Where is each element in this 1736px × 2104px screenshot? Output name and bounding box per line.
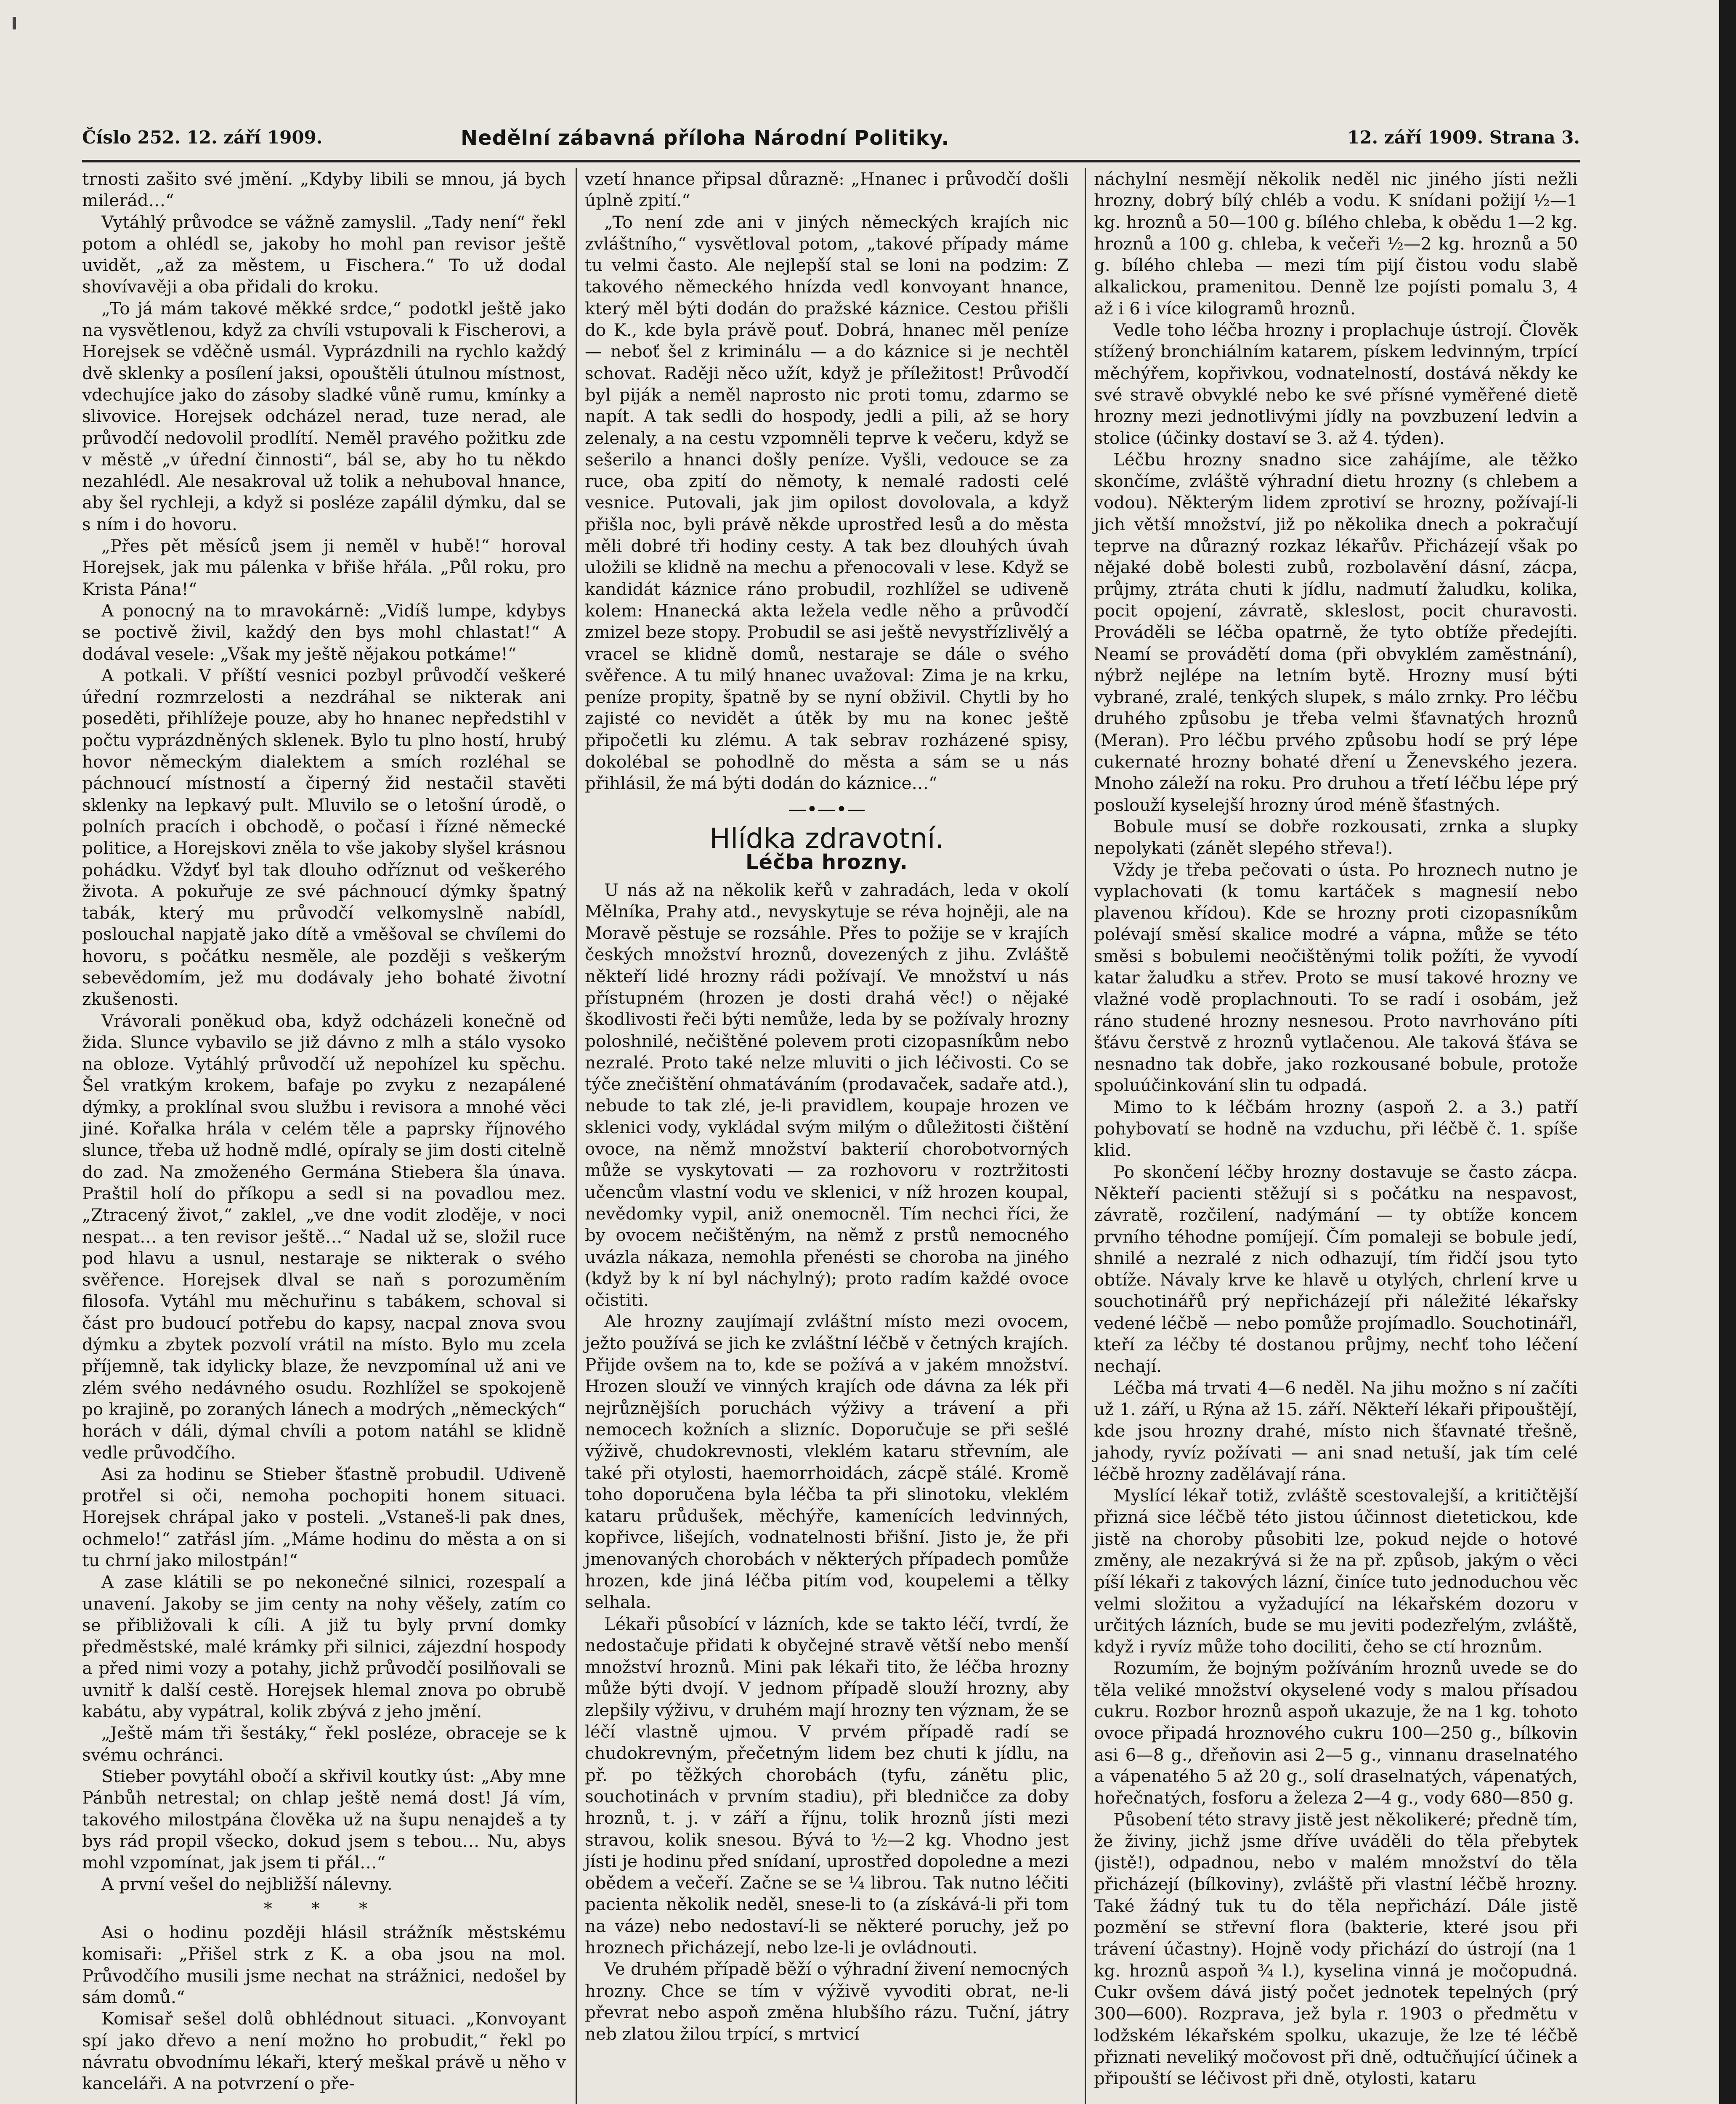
paragraph: Myslící lékař totiž, zvláště scestovalejší, a kritičtější přizná sice léčbě této jistou účinnost dietetickou, kde jistě na choroby působiti lze, pokud nejde o hotové změny, ale nezakrývá si že na př. způsob, jakým o věci píší lékaři z takových lázní, činíce tuto jednoduchou věc velmi složitou a vyžadující na lékařském dozoru v určitých lázních, bude se mu jeviti podezřelým, zvláště, když i ryvíz může toho dociliti, čeho se ctí hroznům.: [1094, 1485, 1578, 1657]
header-issue: Číslo 252. 12. září 1909.: [82, 127, 323, 148]
header-page: 12. září 1909. Strana 3.: [1347, 127, 1580, 148]
paragraph: náchylní nesmějí několik neděl nic jiného jísti nežli hrozny, dobrý bílý chléb a vodu. K snídani požijí ½—1 kg. hroznů a 50—100 g. bílého chleba, k obědu 1—2 kg. hroznů a 100 g. chleba, k večeři ½—2 kg. hroznů a 50 g. bílého chleba — mezi tím pijí čistou vodu slabě alkalickou, pramenitou. Denně lze pojísti pomalu 3, 4 až i 6 i více kilogramů hroznů.: [1094, 169, 1578, 319]
paragraph: Bobule musí se dobře rozkousati, zrnka a slupky nepolykati (zánět slepého střeva!).: [1094, 816, 1578, 858]
paragraph: vzetí hnance připsal důrazně: „Hnanec i průvodčí došli úplně zpití.“: [585, 169, 1069, 211]
column-divider: [1085, 168, 1086, 2104]
scan-edge: [1719, 0, 1736, 2104]
paragraph: Ve druhém případě běží o výhradní živení nemocných hrozny. Chce se tím v výživě vyvoditi obrat, ne-li převrat nebo aspoň změna hlubšího rázu. Tuční, játry neb zlatou žilou trpící, s mrtvicí: [585, 1959, 1069, 2044]
header-rule: [82, 160, 1580, 162]
paragraph: „To já mám takové měkké srdce,“ podotkl ještě jako na vysvětlenou, když za chvíli vstupovali k Fischerovi, a Horejsek se vděčně usmál. Vyprázdnili na rychlo každý dvě sklenky a posílení jaksi, opouštěli útulnou místnost, vdechujíce jako do zásoby sladké vůně rumu, kmínky a slivovice. Horejsek odcházel nerad, tuze nerad, ale průvodčí nedovolil prodlítí. Neměl pravého požitku zde v městě „v úřední činnosti“, bál se, aby ho tu někdo nezahlédl. Ale nesakroval už tolik a nehuboval hnance, aby šel rychleji, a když si posléze zapálil dýmku, dal se s ním i do hovoru.: [82, 298, 566, 534]
paragraph: Komisař sešel dolů obhlédnout situaci. „Konvoyant spí jako dřevo a není možno ho probudit,“ řekl po návratu obvodnímu lékaři, který meškal právě u něho v kanceláři. A na potvrzení o pře-: [82, 2008, 566, 2094]
section-subtitle: Léčba hrozny.: [745, 850, 908, 874]
paragraph: Asi o hodinu později hlásil strážník městskému komisaři: „Přišel strk z K. a oba jsou na mol. Průvodčího musili jsme nechat na strážnici, nedošel by sám domů.“: [82, 1922, 566, 2007]
paragraph: Rozumím, že bojným požíváním hroznů uvede se do těla veliké množství okyselené vody s malou přísadou cukru. Rozbor hroznů aspoň ukazuje, že na 1 kg. tohoto ovoce připadá hroznového cukru 100—250 g., bílkovin asi 6—8 g., dřeňovin asi 2—5 g., vinnanu draselnatého a vápenatého 5 až 20 g., solí draselnatých, vápenatých, hořečnatých, fosforu a železa 2—4 g., vody 680—850 g.: [1094, 1658, 1578, 1808]
paragraph: Lékaři působící v lázních, kde se takto léčí, tvrdí, že nedostačuje přidati k obyčejné stravě větší nebo menší množství hroznů. Mini pak lékaři tito, že léčba hrozny může býti dvojí. V jednom případě slouží hrozny, aby zlepšily výživu, v druhém mají hrozny ten význam, že se léčí vlastně ujmou. V prvém případě radí se chudokrevným, přečetným lidem bez chuti k jídlu, na př. po těžkých chorobách (tyfu, zánětu plic, souchotinách v prvním stadiu), při bledničce za doby hroznů, t. j. v září a říjnu, tolik hroznů jísti mezi stravou, kolik snesou. Bývá to ½—2 kg. Vhodno jest jísti je hodinu před snídaní, uprostřed dopoledne a mezi obědem a večeří. Začne se se ¼ librou. Tak nutno léčiti pacienta několik neděl, snese-li to (a získává-li při tom na váze) nebo nedostaví-li se některé poruchy, jež po hroznech přicházejí, nebo lze-li je ovládnouti.: [585, 1613, 1069, 1958]
paragraph: trnosti zašito své jmění. „Kdyby libili se mnou, já bych milerád…“: [82, 169, 566, 211]
column-3: [1094, 168, 1578, 2089]
paragraph: „Přes pět měsíců jsem ji neměl v hubě!“ horoval Horejsek, jak mu pálenka v břiše hřála. „Půl roku, pro Krista Pána!“: [82, 536, 566, 599]
paragraph: „Ještě mám tři šestáky,“ řekl posléze, obraceje se k svému ochránci.: [82, 1723, 566, 1765]
paragraph: Vždy je třeba pečovati o ústa. Po hroznech nutno je vyplachovati (k tomu kartáček s magnesií nebo plavenou křídou). Kde se hrozny proti cizopasníkům polévají směsí skalice modré a vápna, může se této směsi s bobulemi neočištěnými tolik požíti, že vyvodí katar žaludku a střev. Proto se musí takové hrozny ve vlažné vodě proplachnouti. To se radí i osobám, jež ráno studené hrozny nesnesou. Proto navrhováno píti šťávu čerstvě z hroznů vytlačenou. Ale taková šťáva se nesnadno tak dobře, jako rozkousané bobule, protože spoluúčinkování slin tu odpadá.: [1094, 859, 1578, 1096]
section-stars: * * *: [263, 1898, 385, 1918]
column-divider: [576, 168, 577, 2104]
paragraph: Mimo to k léčbám hrozny (aspoň 2. a 3.) patří pohybovatí se hodně na vzduchu, při léčbě č. 1. spíše klid.: [1094, 1097, 1578, 1161]
paragraph: A ponocný na to mravokárně: „Vidíš lumpe, kdybys se poctivě živil, každý den bys mohl chlastat!“ A dodával vesele: „Však my ještě nějakou potkáme!“: [82, 600, 566, 664]
margin-mark: [13, 17, 16, 29]
paragraph: Stieber povytáhl obočí a skřivil koutky úst: „Aby mne Pánbůh netrestal; on chlap ještě nemá dost! Já vím, takového milostpána člověka už na šupu nenajdeš a ty bys rád propil všecko, dokud jsem s tebou… Nu, abys mohl vzpomínat, jak jsem ti přál…“: [82, 1766, 566, 1873]
paragraph: Vrávorali poněkud oba, když odcházeli konečně od žida. Slunce vybavilo se již dávno z mlh a stálo vysoko na obloze. Vytáhlý průvodčí už nepohízel ku spěchu. Šel vratkým krokem, bafaje po zvyku z nezapálené dýmky, a proklínal svou službu i revisora a mnohé věci jiné. Kořalka hrála v celém těle a paprsky říjnového slunce, třeba už hodně mdlé, opíraly se jim dosti citelně do zad. Na zmoženého Germána Stiebera šla únava. Praštil holí do příkopu a sedl si na povadlou mez. „Ztracený život,“ zaklel, „ve dne vodit zloděje, v noci nespat… a ten revisor ještě…“ Nadal už se, složil ruce pod hlavu a usnul, nestaraje se nikterak o svého svěřence. Horejsek dlval se naň s porozuměním filosofa. Vytáhl mu měchuřinu s tabákem, schoval si část pro budoucí potřebu do kapsy, nacpal znova svou dýmku a zbytek pozvolí vrátil na místo. Bylo mu zcela příjemně, tak idylicky blaze, že nevzpomínal už ani ve zlém svého nedávného osudu. Rozhlížel se spokojeně po krajině, po zoraných lánech a modrých „německých“ horách v dáli, dýmal chvíli a potom natáhl se klidně vedle průvodčího.: [82, 1010, 566, 1463]
column-2: [585, 168, 1069, 2045]
page-header: [82, 122, 1580, 156]
paragraph: U nás až na několik keřů v zahradách, leda v okolí Mělníka, Prahy atd., nevyskytuje se réva hojněji, ale na Moravě pěstuje se rozsáhle. Přes to požije se v krajích českých množství hroznů, dovezených z jihu. Zvláště někteří lidé hrozny rádi požívají. Ve množství u nás přístupném (hrozen je dosti drahá věc!) o nějaké škodlivosti řeči býti nemůže, leda by se požívaly hrozny poloshnilé, nečištěné polevem proti cizopasníkům nebo nezralé. Proto také nelze mluviti o jich léčivosti. Co se týče znečištění ohmatáváním (prodavaček, sadaře atd.), nebude to tak zlé, je-li pravidlem, koupaje hrozen ve sklenici vody, vykládal svým milým o důležitosti čištění ovoce, na němž množství bakterií chorobotvorných může se vyskytovati — za rozhovoru v roztržitosti učencům vlastní vodu ve sklenici, v níž hrozen koupal, nevědomky vypil, aniž onemocněl. Tím nechci říci, že by ovocem nečištěným, na němž z prstů nemocného uvázla nákaza, nemohla přenésti se choroba na jiného (když by k ní byl náchylný); proto radím každé ovoce očistiti.: [585, 879, 1069, 1310]
paragraph: Vedle toho léčba hrozny i proplachuje ústrojí. Člověk stížený bronchiálním katarem, pískem ledvinným, trpící měchýřem, kopřivkou, vodnatelností, dostává někdy ke své stravě obvyklé nebo ke své přísné vyměřené dietě hrozny mezi jednotlivými jídly na povzbuzení ledvin a stolice (účinky dostaví se 3. až 4. týden).: [1094, 320, 1578, 448]
paragraph: Vytáhlý průvodce se vážně zamyslil. „Tady není“ řekl potom a ohlédl se, jakoby ho mohl pan revisor ještě uvidět, „až za městem, u Fischera.“ To už dodal shovívavěji a oba přidali do kroku.: [82, 212, 566, 297]
paragraph: A první vešel do nejbližší nálevny.: [101, 1874, 393, 1894]
paragraph: Po skončení léčby hrozny dostavuje se často zácpa. Někteří pacienti stěžují si s počátku na nespavost, závratě, rozčilení, nadýmání — ty obtíže koncem prvního téhodne pomíjejí. Čím pomaleji se bobule jedí, shnilé a nezralé z nich odhazují, tím řidčí jsou tyto obtíže. Návaly krve ke hlavě u otylých, chrlení krve u souchotinářů prý nepřicházejí při náležité lékařsky vedené léčbě — nebo pomůže projímadlo. Souchotinářl, kteří za léčby té dostanou průjmy, nechť toho léčení nechají.: [1094, 1161, 1578, 1376]
paragraph: A zase klátili se po nekonečné silnici, rozespalí a unavení. Jakoby se jim centy na nohy věšely, zatím co se přibližovali k cíli. A již tu byly první domky předměstské, malé krámky při silnici, zájezdní hospody a před nimi vozy a potahy, jichž průvodčí posilňovali se uvnitř k další cestě. Horejsek hlemal znova po obrubě kabátu, aby vypátral, kolik zbývá z jeho jmění.: [82, 1572, 566, 1722]
paragraph: Léčba má trvati 4—6 neděl. Na jihu možno s ní začíti už 1. září, u Rýna až 15. září. Někteří lékaři připouštějí, kde jsou hrozny drahé, místo nich šťavnaté třešně, jahody, ryvíz požívati — ani snad netuší, jak tím celé léčbě hrozny zadělávají rána.: [1094, 1377, 1578, 1484]
header-title: Nedělní zábavná příloha Národní Politiky.: [461, 126, 950, 150]
paragraph: Ale hrozny zaujímají zvláštní místo mezi ovocem, ježto používá se jich ke zvláštní léčbě v četných krajích. Přijde ovšem na to, kde se požívá a v jakém množství. Hrozen slouží ve vinných krajích ode dávna za lék při nejrůznějších poruchách výživy a trávení a při nemocech kožních a slizníc. Doporučuje se při sešlé výživě, chudokrevnosti, vleklém kataru střevním, ale také při otylosti, haemorrhoidách, zácpě stálé. Kromě toho doporučena byla léčba ta při slinotoku, vleklém kataru průdušek, měchýře, kamenících ledvinných, kopřivce, lišejích, vodnatelnosti břišní. Jisto je, že při jmenovaných chorobách v některých případech pomůže hrozen, kde jiná léčba pitím vod, koupelemi a tělky selhala.: [585, 1311, 1069, 1613]
section-title: Hlídka zdravotní.: [709, 822, 944, 855]
paragraph: Asi za hodinu se Stieber šťastně probudil. Udiveně protřel si oči, nemoha pochopiti honem situaci. Horejsek chrápal jako v posteli. „Vstaneš-li pak dnes, ochmelo!“ zatřásl jím. „Máme hodinu do města a on si tu chrní jako milostpán!“: [82, 1464, 566, 1570]
column-1: [82, 168, 566, 2094]
section-ornament: —•—•—: [788, 798, 865, 820]
paragraph: Působení této stravy jistě jest několikeré; předně tím, že živiny, jichž jsme dříve uváděli do těla přebytek (jistě!), odpadnou, nebo v malém množství do těla přicházejí (bílkoviny), zvláště při vlastní léčbě hrozny. Také žádný tuk tu do těla nepřichází. Dále jistě pozmění se střevní flora (bakterie, které jsou při trávení účastny). Hojně vody přichází do ústrojí (na 1 kg. hroznů aspoň ¾ l.), kyselina vinná je močopudná. Cukr ovšem dává jistý počet jednotek tepelných (prý 300—600). Rozprava, jež byla r. 1903 o předmětu v lodžském lékařském spolku, ukazuje, že lze té léčbě přiznati neveliký močovost při dně, odtučňující účinek a připouští se léčivost při dně, otylosti, kataru: [1094, 1809, 1578, 2089]
paragraph: Léčbu hrozny snadno sice zahájíme, ale těžko skončíme, zvláště výhradní dietu hrozny (s chlebem a vodou). Některým lidem zprotiví se hrozny, požívají-li jich větší množství, již po několika dnech a pokračují teprve na důrazný rozkaz lékařův. Přicházejí však po nějaké době bolesti zubů, rozbolavění dásní, zácpa, průjmy, ztráta chuti k jídlu, nadmutí žaludku, kolika, pocit opojení, závratě, skleslost, pocit churavosti. Prováděli se léčba opatrně, že tyto obtíže předejíti. Neamí se provádětí doma (při obvyklém zaměstnání), nýbrž nejlépe na letním bytě. Hrozny musí býti vybrané, zralé, tenkých slupek, s málo zrnky. Pro léčbu druhého způsobu je třeba velmi šťavnatých hroznů (Meran). Pro léčbu prvého způsobu hodí se prý lépe cukernaté hrozny bohaté dření u Ženevského jezera. Mnoho záleží na roku. Pro druhou a třetí léčbu lépe prý poslouží kyselejší hrozny úrod méně šťastných.: [1094, 449, 1578, 815]
paragraph: A potkali. V příští vesnici pozbyl průvodčí veškeré úřední rozmrzelosti a nezdráhal se nikterak ani poseděti, přihlížeje pouze, aby ho hnanec nepředstihl v počtu vyprázdněných sklenek. Bylo tu plno hostí, hrubý hovor německým dialektem a smích rozléhal se páchnoucí místností a čiperný žid nestačil stavěti sklenky na lepkavý pult. Mluvilo se o letošní úrodě, o polních pracích i obchodě, o počasí i řízné německé politice, a Horejskovi zněla to vše jakoby slyšel krásnou pohádku. Vždyť byl tak dlouho odříznut od veškerého života. A pokuřuje ze své páchnoucí dýmky špatný tabák, který mu průvodčí velkomyslně nabídl, poslouchal napjatě jako dítě a vměšoval se chvílemi do hovoru, s počátku nesměle, ale později s veškerým sebevědomím, jež mu dodávaly jeho bohaté životní zkušenosti.: [82, 665, 566, 1009]
paragraph: „To není zde ani v jiných německých krajích nic zvláštního,“ vysvětloval potom, „takové případy máme tu velmi často. Ale nejlepší stal se loni na podzim: Z takového německého hnízda vedl konvoyant hnance, který měl býti dodán do pražské káznice. Cestou přišli do K., kde byla právě pouť. Dobrá, hnanec měl peníze — neboť šel z kriminálu — a do káznice si je nechtěl schovat. Raději něco užít, když je příležitost! Průvodčí byl piják a neměl naprosto nic proti tomu, zdarmo se napít. A tak sedli do hospody, jedli a pili, až se hory zelenaly, a na cestu vzpomněli teprve k večeru, když se sešerilo a hnanci došly peníze. Vyšli, vedouce se za ruce, oba zpití do němoty, k nemalé radosti celé vesnice. Putovali, jak jim opilost dovolovala, a když přišla noc, byli právě někde uprostřed lesů a do města měli dobré tři hodiny cesty. A tak bez dlouhých úvah uložili se klidně na mechu a přenocovali v lese. Když se kandidát káznice ráno probudil, rozhlížel se udiveně kolem: Hnanecká akta ležela vedle něho a průvodčí zmizel beze stopy. Probudil se asi ještě nevystřízlivělý a vracel se klidně domů, nestaraje se dále o svého svěřence. A tu milý hnanec uvažoval: Zima je na krku, peníze propity, špatně by se nyní obživil. Chytli by ho zajisté co nevidět a útěk by mu na konec ještě připočetli ku zlému. A tak sebrav rozházené spisy, dokolébal se pohodlně do města a sám se u nás přihlásil, že má býti dodán do káznice…“: [585, 212, 1069, 794]
